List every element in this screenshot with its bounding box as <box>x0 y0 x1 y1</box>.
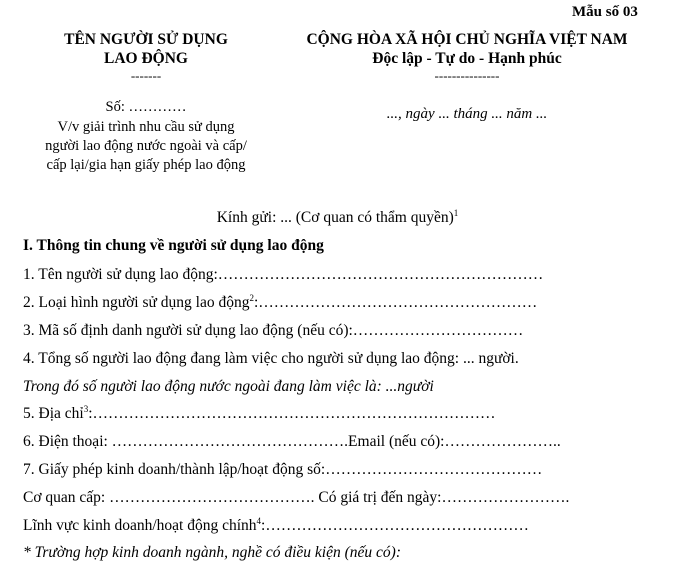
line-employer-type <box>23 294 537 312</box>
line-employer-type-text: 2. Loại hình người sử dụng lao động <box>23 294 250 311</box>
date-line: ..., ngày ... tháng ... năm ... <box>386 106 548 122</box>
line-business-field-text: Lĩnh vực kinh doanh/hoạt động chính <box>23 517 257 534</box>
national-title: CỘNG HÒA XÃ HỘI CHỦ NGHĨA VIỆT NAM <box>306 31 628 48</box>
employer-name-line1: TÊN NGƯỜI SỬ DỤNG <box>64 31 228 48</box>
subject-line-3: cấp lại/gia hạn giấy phép lao động <box>46 157 246 173</box>
footnote-ref-1: 1 <box>453 207 459 218</box>
line-business-field-dots: :…………………………………………… <box>261 517 529 534</box>
document-number: Số: ………… <box>105 99 187 115</box>
left-divider: ------- <box>130 68 162 83</box>
line-business-field <box>23 517 529 535</box>
employer-name-line2: LAO ĐỘNG <box>104 50 188 67</box>
line-employer-type-dots: :……………………………………………… <box>253 294 538 311</box>
line-phone-email: 6. Điện thoại: ……………………………………….Email (nếu có):………………….. <box>23 433 561 450</box>
line-employer-name: 1. Tên người sử dụng lao động:……………………………………………………… <box>23 266 544 283</box>
greeting <box>0 209 675 227</box>
subject-line-2: người lao động nước ngoài và cấp/ <box>45 138 247 154</box>
line-address-text: 5. Địa chỉ <box>23 405 84 422</box>
form-number: Mẫu số 03 <box>572 4 638 20</box>
national-motto: Độc lập - Tự do - Hạnh phúc <box>372 50 562 67</box>
line-business-license: 7. Giấy phép kinh doanh/thành lập/hoạt động số:…………………………………… <box>23 461 543 478</box>
line-address-dots: :…………………………………………………………………… <box>88 405 496 422</box>
line-issuing-authority: Cơ quan cấp: …………………………………. Có giá trị đến ngày:……………………. <box>23 489 570 506</box>
line-conditional-business: * Trường hợp kinh doanh ngành, nghề có điều kiện (nếu có): <box>23 544 401 561</box>
section-title: I. Thông tin chung về người sử dụng lao động <box>23 237 324 254</box>
subject-line-1: V/v giải trình nhu cầu sử dụng <box>57 119 235 135</box>
line-worker-count: 4. Tổng số người lao động đang làm việc cho người sử dụng lao động: ... người. <box>23 350 519 367</box>
line-address <box>23 405 496 423</box>
right-divider: --------------- <box>434 68 500 83</box>
greeting-text: Kính gửi: ... (Cơ quan có thẩm quyền) <box>216 209 454 226</box>
footnote-ref-4: 4 <box>256 515 262 526</box>
line-employer-id: 3. Mã số định danh người sử dụng lao động (nếu có):…………………………… <box>23 322 524 339</box>
footnote-ref-2: 2 <box>249 292 254 303</box>
footnote-ref-3: 3 <box>83 403 89 414</box>
line-foreign-worker-count: Trong đó số người lao động nước ngoài đang làm việc là: ...người <box>23 378 434 395</box>
